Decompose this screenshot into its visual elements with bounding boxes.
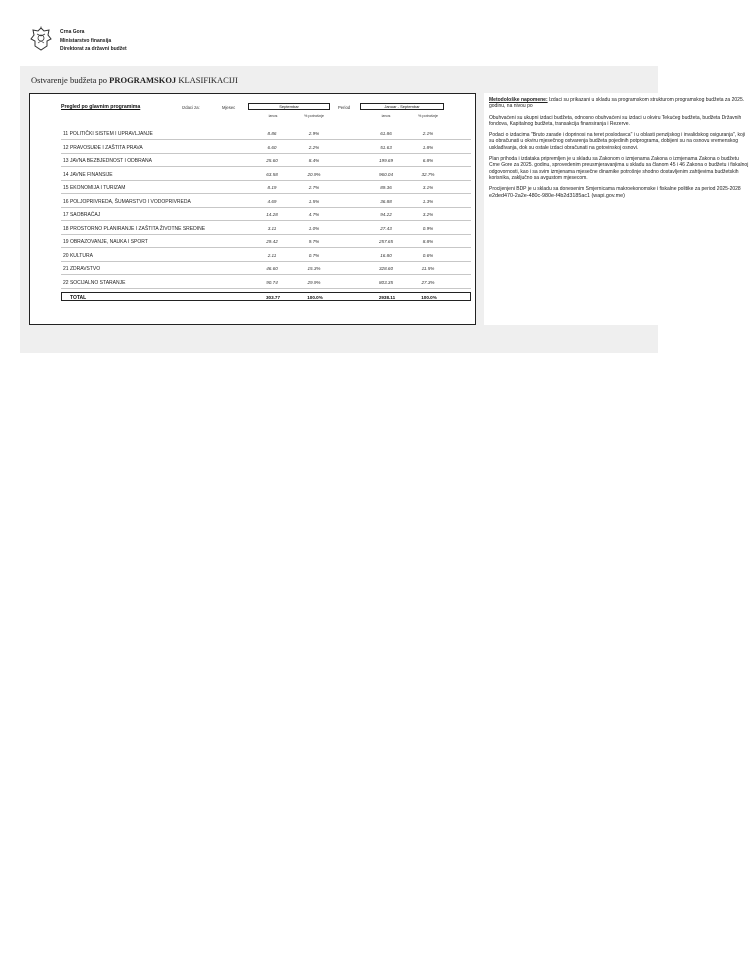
period-amount: 257.65 xyxy=(378,239,394,244)
period-amount: 36.88 xyxy=(380,198,392,204)
table-row xyxy=(61,277,471,289)
period-pct: 1.8% xyxy=(422,144,434,150)
period-pct: 6.8% xyxy=(422,158,434,163)
month-pct: 9.7% xyxy=(308,239,320,244)
row-label: 13 JAVNA BEZBJEDNOST I ODBRANA xyxy=(63,158,153,164)
month-pct: 8.4% xyxy=(308,158,320,163)
month-amount: 8.86 xyxy=(267,131,277,136)
month-pct: 2.7% xyxy=(308,185,320,190)
title-prefix: Ostvarenje budžeta po xyxy=(31,75,107,85)
month-amount: 14.28 xyxy=(266,212,278,217)
period-pct: 3.1% xyxy=(422,185,434,190)
period-amount: 27.43 xyxy=(380,225,392,231)
col-month-amount: iznos xyxy=(268,114,278,118)
month-pct: 15.3% xyxy=(307,266,321,271)
methodology-notes xyxy=(484,93,749,325)
row-label: 18 PROSTORNO PLANIRANJE I ZAŠTITA ŽIVOTNE SREDINE xyxy=(63,225,206,232)
col-period-amount: iznos xyxy=(381,114,391,118)
coat-of-arms-icon xyxy=(30,26,52,52)
month-pct: 1.0% xyxy=(308,225,320,231)
period-amount: 803.35 xyxy=(378,279,394,285)
table-row xyxy=(61,250,471,262)
month-pct: 4.7% xyxy=(308,212,320,217)
row-label: 15 EKONOMIJA I TURIZAM xyxy=(63,185,126,191)
note-4: Plan prihoda i izdataka pripremljen je u skladu sa Zakonom o izmjenama Zakona o izmjenama Zakona o budžetu Crne Gore za 2025. godinu, sprovedenim preusmjeravanjima u skladu sa članom 45 i 46 Zakona o budžetu i fiskalnoj odgovornosti, kao i sa svim izmjenama mjesečne dinamike potrošnje shodno dostavljenim zahtjevima budžetskih korisnika, zaključno sa avgustom mjesecom. xyxy=(489,156,749,181)
total-month-pct: 100.0% xyxy=(307,294,323,300)
period-pct: 1.3% xyxy=(422,198,434,204)
month-amount: 90.74 xyxy=(266,279,278,285)
table-row xyxy=(61,128,471,140)
month-amount: 63.58 xyxy=(266,171,278,177)
period-amount: 16.80 xyxy=(380,252,392,258)
notes-label: Metodološke napomene: xyxy=(489,97,548,103)
period-label: Period xyxy=(338,105,351,110)
ministry-header xyxy=(30,26,127,54)
month-pct: 29.9% xyxy=(307,279,321,285)
month-amount: 29.42 xyxy=(266,239,278,244)
row-label: 19 OBRAZOVANJE, NAUKA I SPORT xyxy=(63,239,148,245)
period-amount: 94.22 xyxy=(380,212,392,217)
row-label: 17 SAOBRAĆAJ xyxy=(63,212,101,218)
period-pct: 27.3% xyxy=(421,279,435,285)
row-label: 14 JAVNE FINANSIJE xyxy=(63,171,113,178)
month-select[interactable]: Septembar xyxy=(248,103,330,110)
total-row xyxy=(61,292,471,301)
period-amount: 960.04 xyxy=(378,171,394,177)
total-period-amount: 2938.11 xyxy=(378,294,396,300)
period-select[interactable]: Januar - Septembar xyxy=(360,103,444,110)
total-month-amount: 303.77 xyxy=(265,294,281,300)
period-pct: 2.1% xyxy=(422,131,434,136)
title-bold: PROGRAMSKOJ xyxy=(109,75,177,85)
title-suffix: KLASIFIKACIJI xyxy=(178,75,238,85)
table-row xyxy=(61,209,471,221)
page-title xyxy=(31,75,238,85)
period-pct: 32.7% xyxy=(421,171,435,177)
note-6: e2ded470-2a2e-480c-980e-f4b2d3185ac1 (wapi.gov.me) xyxy=(489,192,625,199)
izdaci-label: Izdaci za: xyxy=(182,105,200,110)
note-5: Procijenjeni BDP je u skladu sa donesenim Smjernicama makroekonomske i fiskalne politike za period 2025-2028 xyxy=(489,186,741,193)
month-amount: 4.69 xyxy=(267,198,277,204)
overview-label: Pregled po glavnim programima xyxy=(61,104,141,110)
month-pct: 20.9% xyxy=(307,171,321,177)
table-row xyxy=(61,263,471,275)
row-label: 20 KULTURA xyxy=(63,252,93,259)
row-label: 21 ZDRAVSTVO xyxy=(63,266,101,272)
table-row xyxy=(61,169,471,181)
period-amount: 51.63 xyxy=(380,144,392,150)
program-table-box xyxy=(29,93,476,325)
month-pct: 1.5% xyxy=(308,198,320,204)
table-row xyxy=(61,196,471,208)
month-amount: 8.19 xyxy=(267,185,277,190)
total-period-pct: 100.0% xyxy=(421,294,437,300)
note-3: Podaci o izdacima "Bruto zarade i doprinosi na teret poslodavca" i u oblasti penzijskog i invalidskog osiguranja", koji su obračunati u okviru mjesečnog ostvarenja budžeta pojedinih potprograma, dobijeni su na osnovu vremenskog usklađivanja, dok su ostale izdaci obračunati na gotovinskoj osnovi. xyxy=(489,132,746,151)
table-row xyxy=(61,236,471,248)
period-pct: 11.5% xyxy=(421,266,435,271)
period-amount: 61.86 xyxy=(380,131,392,136)
table-row xyxy=(61,142,471,154)
month-pct: 2.2% xyxy=(308,144,320,150)
month-amount: 3.11 xyxy=(267,225,277,231)
note-1: Izdaci su prikazani u skladu sa programskom strukturom programskog budžeta za 2025. godinu, na nivou po xyxy=(489,97,745,110)
month-amount: 46.60 xyxy=(266,266,278,271)
note-2: Obuhvaćeni su ukupni izdaci budžeta, odnosno obuhvaćeni su izdaci u okviru Tekućeg budžeta, budžeta Državnih fondova, Kapitalnog budžeta, transakcija finansiranja i Rezerve. xyxy=(489,114,742,127)
org-name: Crna Gora xyxy=(60,29,85,35)
month-pct: 2.9% xyxy=(308,131,320,136)
total-label: TOTAL xyxy=(70,294,87,301)
period-amount: 199.69 xyxy=(378,158,394,163)
col-month-pct: % potrošnje xyxy=(303,114,325,118)
row-label: 16 POLJOPRIVREDA, ŠUMARSTVO I VODOPRIVREDA xyxy=(63,198,191,205)
period-amount: 89.36 xyxy=(380,185,392,190)
row-label: 11 POLITIČKI SISTEM I UPRAVLJANJE xyxy=(63,131,153,137)
table-row xyxy=(61,223,471,235)
month-pct: 0.7% xyxy=(308,252,320,258)
table-row xyxy=(61,155,471,167)
month-amount: 2.11 xyxy=(267,252,277,258)
table-row xyxy=(61,182,471,194)
period-pct: 0.9% xyxy=(422,225,434,231)
period-amount: 328.60 xyxy=(378,266,394,271)
row-label: 12 PRAVOSUĐE I ZAŠTITA PRAVA xyxy=(63,144,143,151)
period-pct: 3.2% xyxy=(422,212,434,217)
col-period-pct: % potrošnje xyxy=(417,114,439,118)
month-amount: 25.60 xyxy=(266,158,278,163)
month-amount: 6.60 xyxy=(267,144,277,150)
row-label: 22 SOCIJALNO STARANJE xyxy=(63,279,126,286)
period-pct: 8.8% xyxy=(422,239,434,244)
period-pct: 0.6% xyxy=(422,252,434,258)
directorate-name: Direktorat za državni budžet xyxy=(60,46,127,53)
month-label: Mjesec xyxy=(222,105,236,110)
ministry-name: Ministarstvo finansija xyxy=(60,37,112,44)
